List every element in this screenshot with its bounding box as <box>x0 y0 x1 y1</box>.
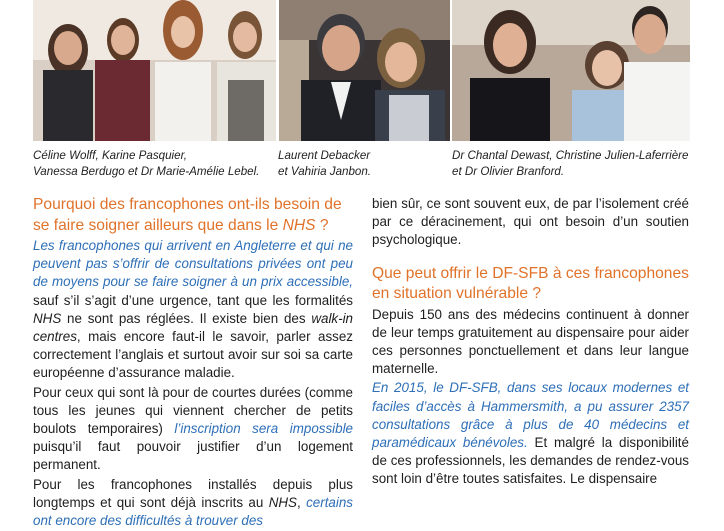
body-text: sauf s’il s’agit d’une urgence, tant que les formalités <box>33 292 353 308</box>
body-text: , <box>297 494 307 510</box>
highlight-text: l’inscription sera impossible <box>174 421 354 437</box>
body-text: ne sont pas réglées. Il existe bien des <box>61 310 312 326</box>
paragraph <box>33 476 353 531</box>
caption-line: Laurent Debacker <box>278 149 371 162</box>
highlight-text: En 2015, le DF-SFB, dans ses locaux modernes et faciles d’accès à Hammersmith, a pu assurer 2357 consultations grâce à plus de 40 médecins et paramédicaux bénévoles. <box>372 380 689 451</box>
caption-line: et Dr Olivier Branford. <box>452 165 565 178</box>
photo-group-four-women <box>33 0 276 141</box>
highlight-text: certains ont encore des difficultés à trouver des <box>33 494 353 529</box>
left-column <box>33 195 353 531</box>
nhs-text: NHS <box>33 310 62 326</box>
heading-nhs: NHS <box>282 216 316 234</box>
caption-line: et Vahiria Janbon. <box>278 165 372 178</box>
photo-man-and-woman <box>279 0 450 141</box>
paragraph: Depuis 150 ans des médecins continuent à donner de leur temps gratuitement au dispensaire pour aider ces personnes ponctuellement et dans leur langue maternelle. <box>372 306 689 377</box>
paragraph <box>33 384 353 475</box>
body-text: puisqu’il faut pouvoir justifier d’un logement permanent. <box>33 439 353 473</box>
caption-line: Dr Chantal Dewast, Christine Julien-Laferrière <box>452 149 689 162</box>
heading-text: Pourquoi des francophones ont-ils besoin de se faire soigner ailleurs que dans le <box>33 196 342 234</box>
paragraph: bien sûr, ce sont souvent eux, de par l’isolement créé par ce déracinement, qui ont besoin d’un soutien psychologique. <box>372 196 689 248</box>
paragraph <box>33 237 353 383</box>
section-heading-offer: Que peut offrir le DF-SFB à ces francophones en situation vulnérable ? <box>372 264 689 303</box>
highlight-text: Les francophones qui arrivent en Angleterre et qui ne peuvent pas s’offrir de consultations privées ont peu de moyens pour se faire soigner à un prix accessible, <box>33 238 353 290</box>
section-heading-why <box>33 195 353 236</box>
photo-caption-1 <box>33 148 273 180</box>
body-text: Et malgré la disponibilité de ces professionnels, les demandes de rendez-vous sont loin d’être toutes satisfaites. Le dispensaire <box>372 435 689 487</box>
nhs-text: NHS <box>268 494 297 510</box>
walkin-text: walk-in centres <box>33 310 353 345</box>
paragraph <box>372 379 689 488</box>
caption-line: Vanessa Berdugo et Dr Marie-Amélie Lebel. <box>33 165 260 178</box>
photo-group-three-people <box>452 0 690 141</box>
right-column <box>372 195 689 490</box>
caption-line: Céline Wolff, Karine Pasquier, <box>33 149 188 162</box>
body-text: , mais encore faut-il le savoir, parler assez correctement l’anglais et surtout avoir sur soi sa carte européenne d’assurance maladie. <box>33 329 353 381</box>
body-text: Pour ceux qui sont là pour de courtes durées (comme tous les jeunes qui viennent chercher de petits boulots temporaires) <box>33 384 353 437</box>
photo-caption-2 <box>278 148 448 180</box>
photo-caption-3 <box>452 148 712 180</box>
heading-text: ? <box>315 216 329 234</box>
body-text: Pour les francophones installés depuis plus longtemps et qui sont déjà inscrits au <box>33 476 353 510</box>
